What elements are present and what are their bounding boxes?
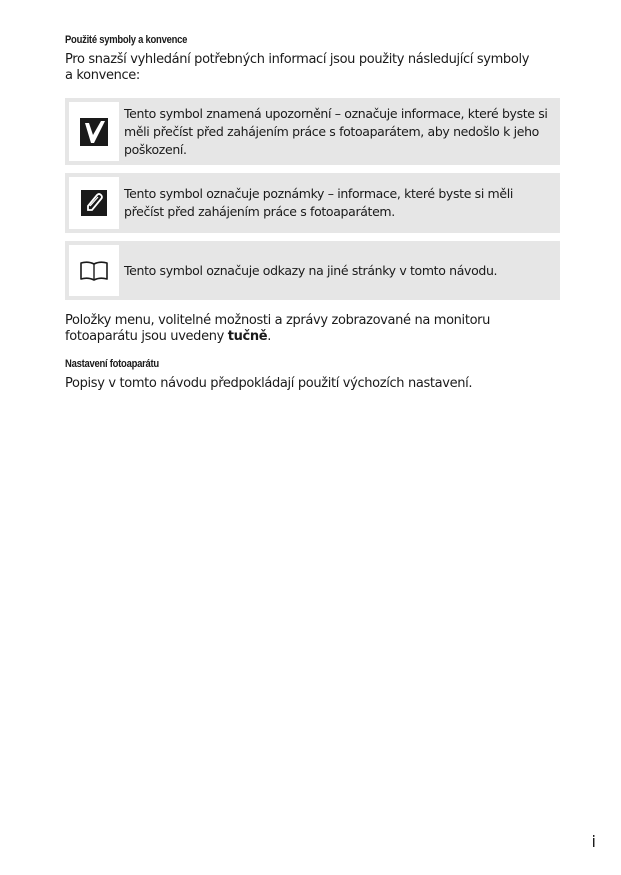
reference-symbol-text: Tento symbol označuje odkazy na jiné stránky v tomto návodu. <box>124 262 498 278</box>
reference-symbol-box <box>65 241 560 300</box>
camera-settings-paragraph: Popisy v tomto návodu předpokládají použití výchozích nastavení. <box>65 376 473 391</box>
caution-symbol-box <box>65 98 560 165</box>
menu-convention-text: Položky menu, volitelné možnosti a zprávy zobrazované na monitoru fotoaparátu jsou uvedeny <box>65 313 491 344</box>
bold-example: tučně <box>227 329 268 344</box>
note-symbol-text: Tento symbol označuje poznámky – informace, které byste si měli přečíst před zahájením práce s fotoaparátem. <box>124 186 513 219</box>
open-book-icon <box>79 260 109 282</box>
note-pencil-icon <box>81 190 107 216</box>
section-heading-camera-settings: Nastavení fotoaparátu <box>65 358 159 370</box>
caution-checkmark-icon <box>80 118 108 146</box>
symbols-intro-paragraph: Pro snazší vyhledání potřebných informací jsou použity následující symboly a konvence: <box>65 52 530 83</box>
section-heading-symbols: Použité symboly a konvence <box>65 34 188 46</box>
menu-convention-paragraph <box>65 313 565 345</box>
page-number: i <box>591 832 596 851</box>
caution-symbol-text: Tento symbol znamená upozornění – označuje informace, které byste si měli přečíst před zahájením práce s fotoaparátem, aby nedošlo k jeho poškození. <box>124 105 548 157</box>
note-symbol-box <box>65 173 560 233</box>
menu-convention-end: . <box>267 329 272 344</box>
